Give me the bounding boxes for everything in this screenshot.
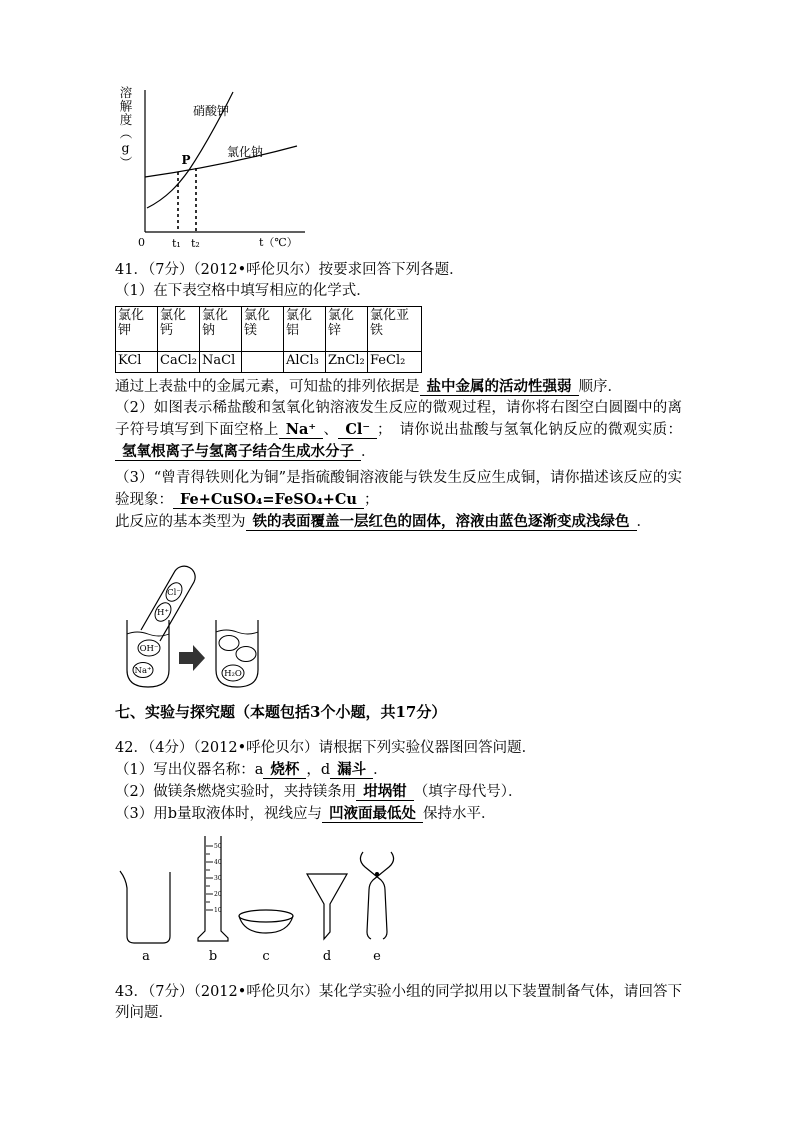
q41-part3-answer-equation: Fe+CuSO₄=FeSO₄+Cu xyxy=(173,491,364,509)
q41-basis-answer: 盐中金属的活动性强弱 xyxy=(420,378,579,396)
h-ion-label: H⁺ xyxy=(157,608,169,618)
table-value-cell: FeCl₂ xyxy=(368,352,422,373)
scale-number-10: 10 xyxy=(214,907,222,914)
content xyxy=(115,84,682,1024)
q42-p1-pre: （1）写出仪器名称：a xyxy=(115,762,264,778)
right-liquid-surface xyxy=(216,630,258,634)
table-header-cell: 氯化钾 xyxy=(116,307,158,352)
cl-ion-label: Cl⁻ xyxy=(167,588,181,598)
q41-part3 xyxy=(115,468,682,511)
table-value-cell: CaCl₂ xyxy=(158,352,200,373)
solubility-graph-svg xyxy=(115,84,325,254)
q41-part2-pre: （2）如图表示稀盐酸和氢氧化钠溶液发生反应的微观过程，请你将右图空白圆圈中的离子符号填写到下面空格上 xyxy=(115,400,682,438)
q41-type-answer: 铁的表面覆盖一层红色的固体，溶液由蓝色逐渐变成浅绿色 xyxy=(246,513,637,531)
q42-p1-post: ． xyxy=(373,762,388,778)
table-value-cell: ZnCl₂ xyxy=(326,352,368,373)
equipment-label-a: a xyxy=(142,949,150,964)
q42-p1-mid: ，d xyxy=(306,762,331,778)
q42-p1-answer-funnel: 漏斗 xyxy=(330,761,373,779)
table-header-cell: 氯化钙 xyxy=(158,307,200,352)
kno3-label: 硝酸钾 xyxy=(193,104,230,118)
graph-y-axis-label: 溶解度（g） xyxy=(118,86,133,170)
table-header-row xyxy=(116,307,422,352)
nacl-label: 氯化钠 xyxy=(227,145,264,159)
table-header-cell: 氯化铝 xyxy=(284,307,326,352)
q42-p3-answer-meniscus: 凹液面最低处 xyxy=(322,805,423,823)
scale-number-40: 40 xyxy=(214,859,222,866)
q41-basis-line xyxy=(115,376,682,398)
table-value-cell: NaCl xyxy=(200,352,242,373)
q41-part2-post: ． xyxy=(361,444,376,460)
table-header-cell: 氯化镁 xyxy=(242,307,284,352)
point-p-label: P xyxy=(181,153,191,167)
equipment-label-b: b xyxy=(208,949,218,964)
scale-number-20: 20 xyxy=(214,891,222,898)
q41-part2-answer-na: Na⁺ xyxy=(279,421,323,439)
t2-tick-label: t₂ xyxy=(191,237,200,250)
scale-number-30: 30 xyxy=(214,875,222,882)
blank-ion-circle-1 xyxy=(219,636,239,651)
q41-basis-pre: 通过上表盐中的金属元素，可知盐的排列依据是 xyxy=(115,379,420,395)
table-header-cell: 氯化钠 xyxy=(200,307,242,352)
q42-part1 xyxy=(115,759,682,781)
table-value-cell-blank xyxy=(242,352,284,373)
left-liquid-surface xyxy=(127,632,169,636)
q42-p2-answer-tongs: 坩埚钳 xyxy=(356,783,414,801)
evaporating-dish-bowl xyxy=(239,916,293,933)
chloride-table xyxy=(115,306,422,373)
equipment-label-c: c xyxy=(262,949,270,964)
table-value-cell: KCl xyxy=(116,352,158,373)
q43-title: 43．（7分）（2012•呼伦贝尔）某化学实验小组的同学拟用以下装置制备气体，请回答下列问题． xyxy=(115,984,682,1021)
q42-part3 xyxy=(115,803,682,825)
q42-title: 42．（4分）（2012•呼伦贝尔）请根据下列实验仪器图回答问题． xyxy=(115,740,537,756)
q41-type-post: ． xyxy=(636,514,651,530)
q42-p2-pre: （2）做镁条燃烧实验时，夹持镁条用 xyxy=(115,784,357,800)
h2o-label: H₂O xyxy=(224,669,242,679)
beaker-drawing xyxy=(120,871,170,943)
blank-ion-circle-2 xyxy=(236,647,256,662)
scale-number-50: 50 xyxy=(214,843,222,850)
section-seven-title: 七、实验与探究题（本题包括3个小题，共17分） xyxy=(115,703,447,721)
table-header-cell: 氯化锌 xyxy=(326,307,368,352)
q41-part3-post: ； xyxy=(363,492,379,508)
q41-title: 41．（7分）（2012•呼伦贝尔）按要求回答下列各题． xyxy=(115,262,464,278)
graduated-cylinder-drawing xyxy=(198,836,228,941)
q42-p3-post: 保持水平． xyxy=(423,806,496,822)
arrow-icon xyxy=(179,645,205,671)
na-ion-label: Na⁺ xyxy=(134,666,152,676)
q41-type-line xyxy=(115,511,682,533)
table-value-row xyxy=(116,352,422,373)
lab-equipment-diagram xyxy=(115,830,425,970)
q41-part2 xyxy=(115,398,682,463)
evaporating-dish-rim xyxy=(239,910,293,922)
q41-type-pre: 此反应的基本类型为 xyxy=(115,514,246,530)
tongs-arm-1 xyxy=(360,852,387,939)
q41-part2-answer-cl: Cl⁻ xyxy=(338,421,377,439)
oh-ion-label: OH⁻ xyxy=(139,644,159,654)
funnel-drawing xyxy=(307,874,347,939)
q41-part1-intro: （1）在下表空格中填写相应的化学式． xyxy=(115,283,371,299)
q41-part2-answer-essence: 氢氧根离子与氢离子结合生成水分子 xyxy=(115,443,361,461)
origin-label: 0 xyxy=(138,236,145,249)
q42-part2 xyxy=(115,781,682,803)
q42-p2-post: （填字母代号）． xyxy=(413,784,523,800)
solubility-graph xyxy=(115,84,682,254)
q41-basis-post: 顺序． xyxy=(578,379,622,395)
nacl-curve xyxy=(145,146,297,177)
table-value-cell: AlCl₃ xyxy=(284,352,326,373)
q41-part2-mid: ； 请你说出盐酸与氢氧化钠反应的微观实质： xyxy=(377,422,683,438)
q42-p1-answer-beaker: 烧杯 xyxy=(263,761,306,779)
table-header-cell: 氯化亚铁 xyxy=(368,307,422,352)
equipment-label-e: e xyxy=(373,949,381,964)
q41-part2-separator: 、 xyxy=(323,422,339,438)
ion-reaction-diagram xyxy=(121,544,296,694)
tongs-arm-2 xyxy=(367,852,394,939)
t1-tick-label: t₁ xyxy=(172,237,181,250)
x-axis-label: t（℃） xyxy=(259,236,298,249)
equipment-label-d: d xyxy=(322,949,332,964)
tongs-pivot xyxy=(375,872,379,876)
q42-p3-pre: （3）用b量取液体时，视线应与 xyxy=(115,806,323,822)
q41-part3-pre: （3）“曾青得铁则化为铜”是指硫酸铜溶液能与铁发生反应生成铜，请你描述该反应的实验现象： xyxy=(115,470,682,508)
